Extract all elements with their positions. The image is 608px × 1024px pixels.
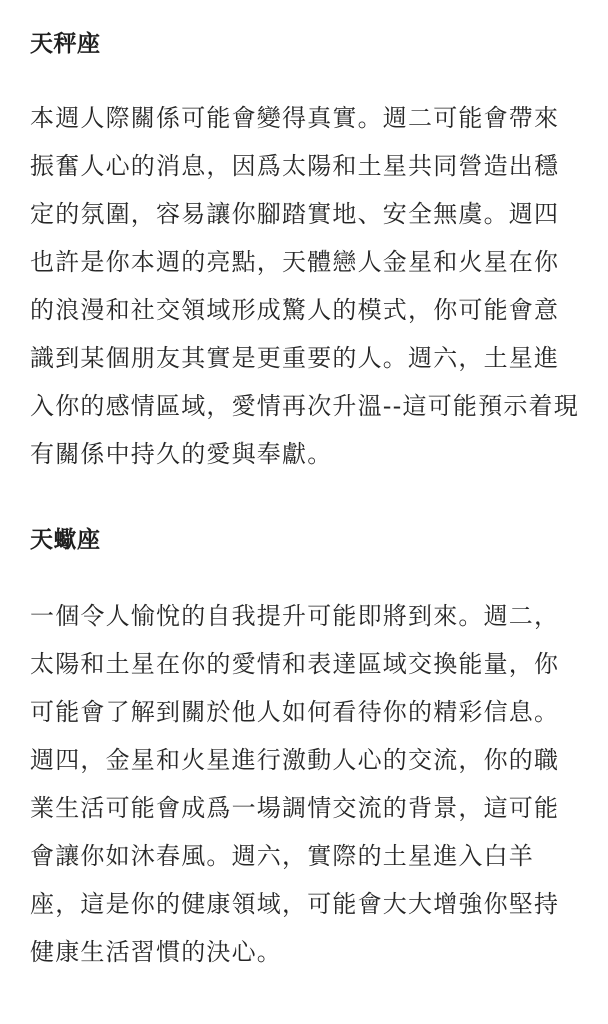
section-body-libra: 本週人際關係可能會變得真實。週二可能會帶來振奮人心的消息，因爲太陽和土星共同營造出穩定的氛圍，容易讓你腳踏實地、安全無虞。週四也許是你本週的亮點，天體戀人金星和火星在你的浪漫和社交領域形成驚人的模式，你可能會意識到某個朋友其實是更重要的人。週六，土星進入你的感情區域，愛情再次升溫--這可能預示着現有關係中持久的愛與奉獻。 [30, 104, 579, 468]
section-title-libra: 天秤座 [30, 31, 101, 57]
section-title-scorpio: 天蠍座 [30, 527, 101, 553]
section-body-scorpio: 一個令人愉悅的自我提升可能即將到來。週二，太陽和土星在你的愛情和表達區域交換能量，你可能會了解到關於他人如何看待你的精彩信息。週四，金星和火星進行激動人心的交流，你的職業生活可能會成爲一場調情交流的背景，這可能會讓你如沐春風。週六，實際的土星進入白羊座，這是你的健康領域，可能會大大增強你堅持健康生活習慣的決心。 [30, 602, 560, 966]
